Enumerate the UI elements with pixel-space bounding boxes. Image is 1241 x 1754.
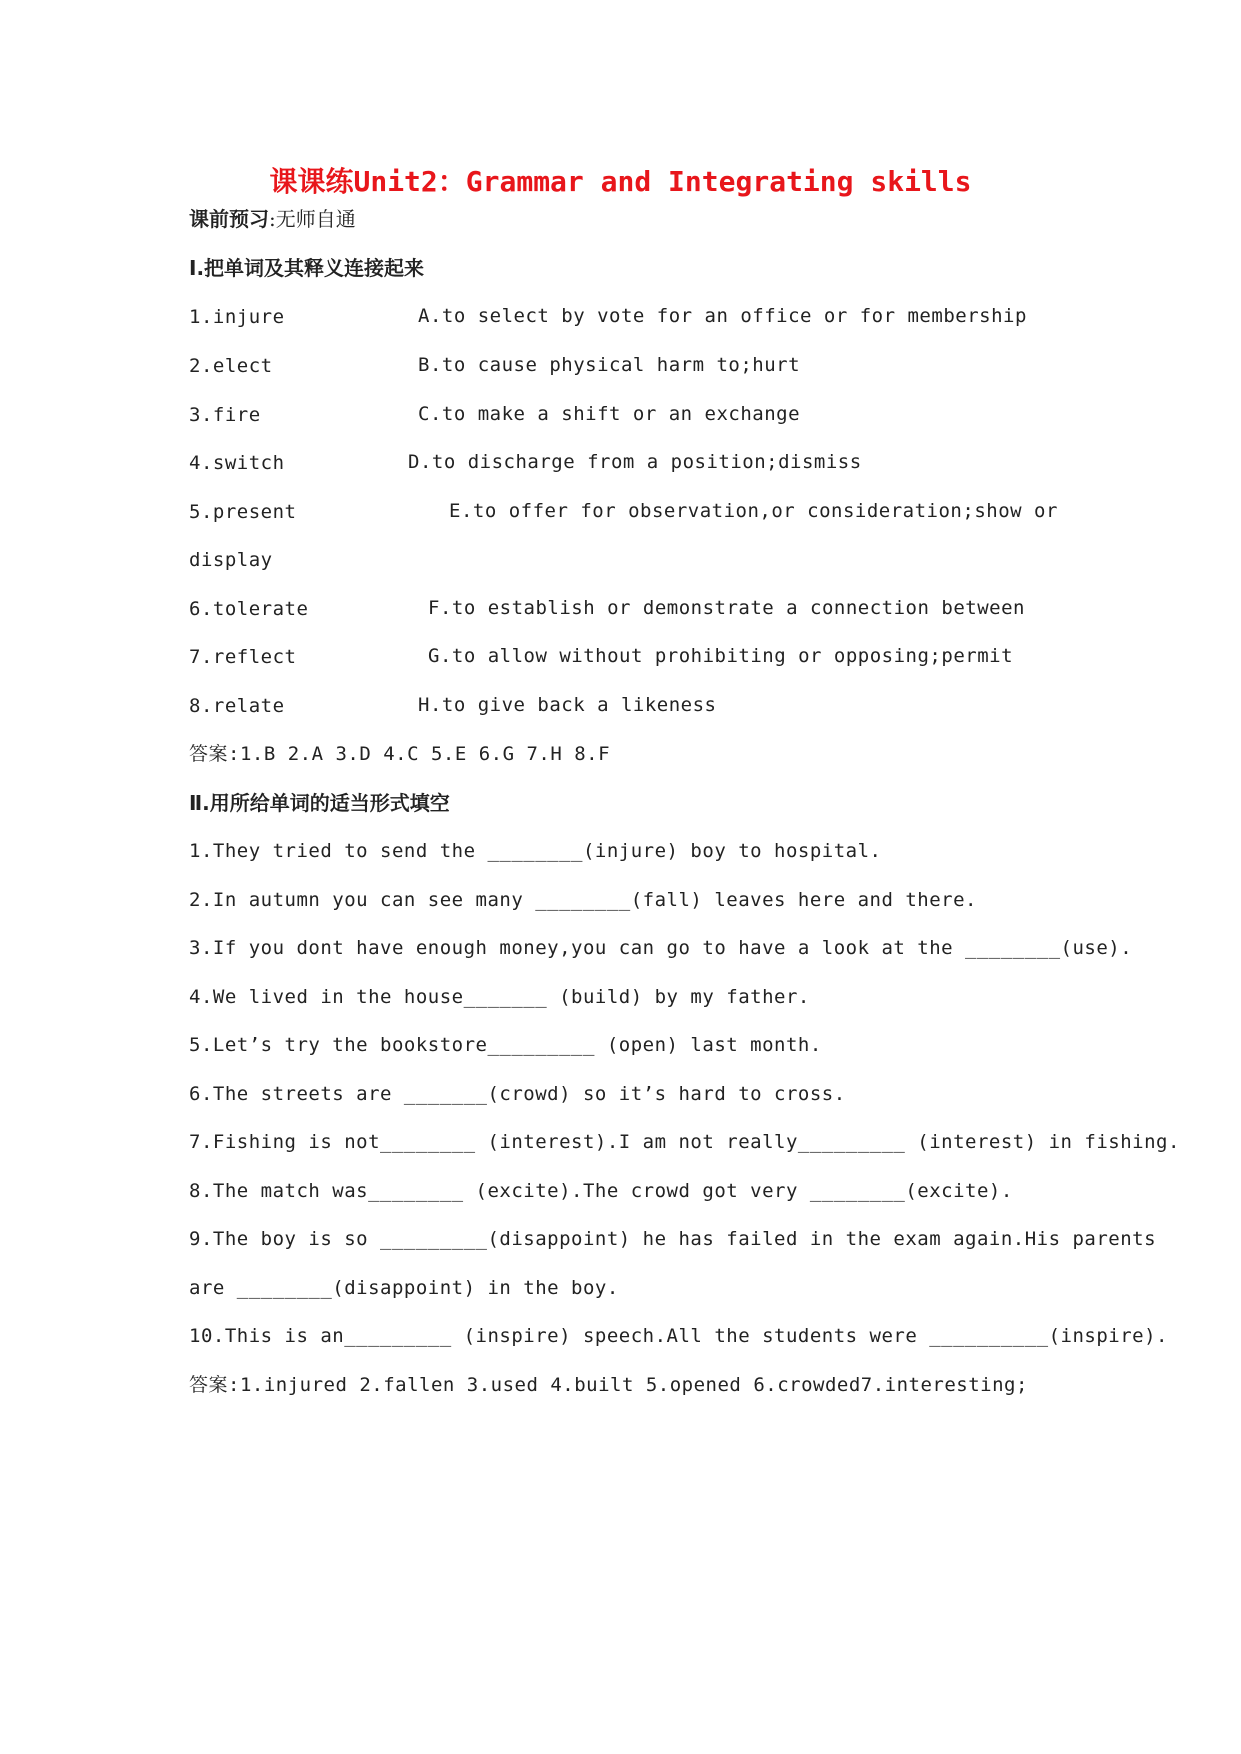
exercise-line: 6.The streets are _______(crowd) so it’s hard to cross. [189, 1083, 846, 1105]
exercise-line: 10.This is an_________ (inspire) speech.All the students were __________(inspire). [189, 1325, 1168, 1347]
match-word: 1.injure [189, 306, 285, 328]
section2-answer: 答案:1.injured 2.fallen 3.used 4.built 5.opened 6.crowded7.interesting; [189, 1374, 1028, 1396]
preview-line [189, 207, 356, 231]
match-definition: B.to cause physical harm to;hurt [418, 354, 801, 376]
exercise-line: 1.They tried to send the ________(injure) boy to hospital. [189, 840, 882, 862]
match-definition: E.to offer for observation,or consideration;show or [449, 500, 1058, 522]
match-word: 5.present [189, 501, 297, 523]
match-definition: A.to select by vote for an office or for membership [418, 305, 1027, 327]
match-definition: D.to discharge from a position;dismiss [408, 451, 862, 473]
match-definition: H.to give back a likeness [418, 694, 717, 716]
preview-sep: : [269, 207, 276, 231]
match-word: 4.switch [189, 452, 285, 474]
exercise-line: 3.If you dont have enough money,you can go to have a look at the ________(use). [189, 937, 1133, 959]
match-word: 8.relate [189, 695, 285, 717]
preview-text: 无师自通 [275, 207, 356, 231]
page-title: 课课练Unit2：Grammar and Integrating skills [269, 165, 972, 198]
exercise-line: 9.The boy is so _________(disappoint) he has failed in the exam again.His parents [189, 1228, 1157, 1250]
preview-label: 课前预习 [189, 207, 269, 231]
match-continuation: display [189, 549, 273, 571]
match-definition: F.to establish or demonstrate a connection between [428, 597, 1025, 619]
exercise-line: 4.We lived in the house_______ (build) by my father. [189, 986, 810, 1008]
exercise-line: are ________(disappoint) in the boy. [189, 1277, 619, 1299]
exercise-line: 7.Fishing is not________ (interest).I am not really_________ (interest) in fishing. [189, 1131, 1180, 1153]
match-word: 6.tolerate [189, 598, 309, 620]
section1-answer: 答案:1.B 2.A 3.D 4.C 5.E 6.G 7.H 8.F [189, 743, 611, 765]
match-definition: G.to allow without prohibiting or opposing;permit [428, 645, 1014, 667]
section1-heading: Ⅰ.把单词及其释义连接起来 [189, 256, 425, 280]
section2-heading: Ⅱ.用所给单词的适当形式填空 [189, 791, 450, 815]
match-word: 7.reflect [189, 646, 297, 668]
exercise-line: 2.In autumn you can see many ________(fall) leaves here and there. [189, 889, 977, 911]
exercise-line: 8.The match was________ (excite).The crowd got very ________(excite). [189, 1180, 1013, 1202]
match-word: 3.fire [189, 404, 261, 426]
match-definition: C.to make a shift or an exchange [418, 403, 801, 425]
exercise-line: 5.Let’s try the bookstore_________ (open) last month. [189, 1034, 822, 1056]
match-word: 2.elect [189, 355, 273, 377]
